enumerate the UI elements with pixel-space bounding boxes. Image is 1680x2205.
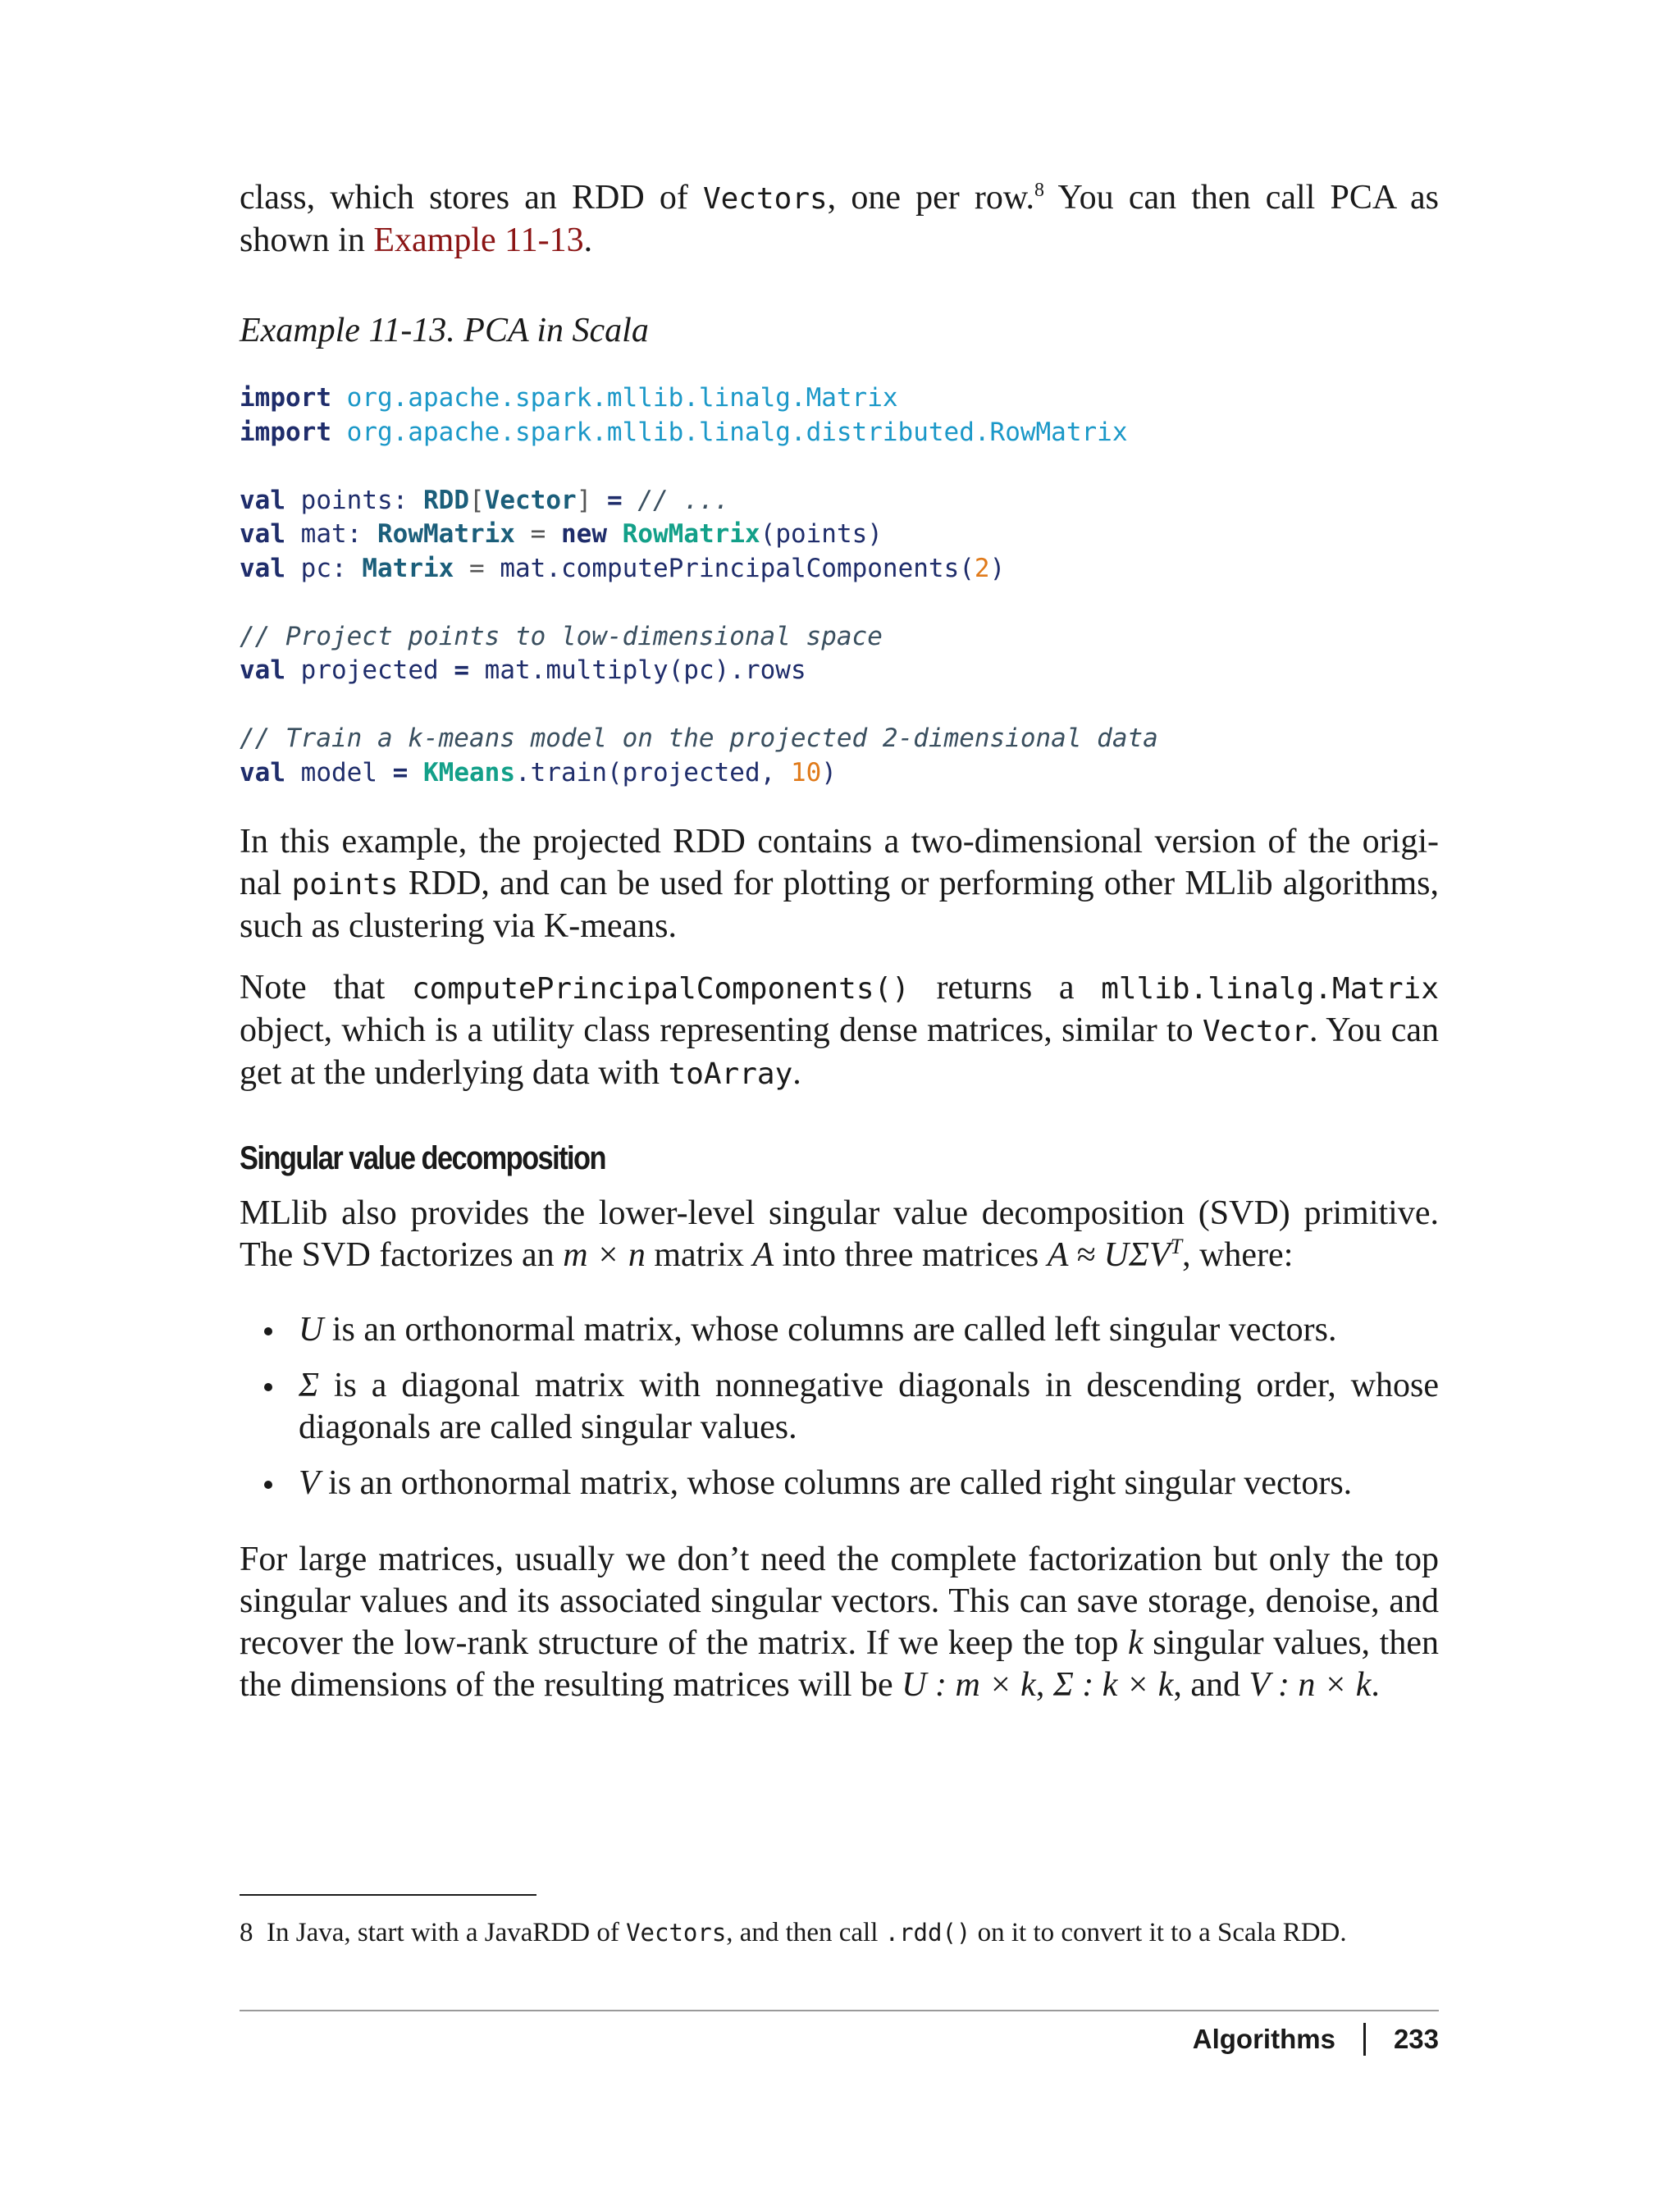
text: In this example, the projected RDD contains a two-dimensional version of the origi- nal	[240, 823, 1439, 902]
code-operator: =	[607, 485, 623, 515]
code-type: Matrix	[362, 553, 454, 583]
inline-code: computePrincipalComponents()	[411, 972, 910, 1006]
code-args: (points)	[760, 519, 883, 549]
code-identifier: mat:	[300, 519, 363, 549]
text: RDD, and can be used for plotting or performing other MLlib algorithms, such as clustering via K-means.	[240, 865, 1439, 945]
text: class, which stores an RDD of	[240, 179, 703, 217]
intro-paragraph	[240, 177, 1439, 262]
code-type: RowMatrix	[377, 519, 515, 549]
code-keyword: val	[240, 655, 285, 685]
footnote	[240, 1916, 1347, 1949]
factorization-paragraph	[240, 1539, 1439, 1706]
text: is an orthonormal matrix, whose columns are called left singular vectors.	[323, 1311, 1337, 1349]
bullet-icon	[264, 1383, 272, 1391]
text: is a diagonal matrix with nonnegative diagonals in descending order, whose diagonals are called singular values.	[299, 1367, 1439, 1446]
svd-paragraph	[240, 1193, 1439, 1276]
inline-code: Vectors	[702, 182, 828, 216]
inline-code: mllib.linalg.Matrix	[1101, 972, 1439, 1006]
text: , one per row.	[827, 179, 1034, 217]
list-item	[240, 1309, 1439, 1351]
inline-code: points	[291, 868, 399, 902]
code-class: KMeans	[423, 757, 515, 788]
text: into three matrices	[774, 1236, 1048, 1274]
code-operator: =	[454, 655, 469, 685]
math: U : m × k	[902, 1666, 1036, 1704]
code-operator: =	[392, 757, 409, 788]
code-identifier: projected	[300, 655, 439, 685]
text: ,	[1035, 1666, 1053, 1704]
code-type: Vector	[484, 485, 577, 515]
matrix-paragraph	[240, 967, 1439, 1095]
math: V : n × k	[1249, 1666, 1372, 1704]
bullet-icon	[264, 1327, 272, 1335]
footnote-rule	[240, 1894, 536, 1896]
example-link[interactable]: Example 11-13	[373, 221, 584, 259]
text: . You can get at the underlying data with	[240, 1011, 1439, 1092]
code-punct: [	[469, 485, 485, 515]
code-punct: )	[821, 757, 837, 788]
code-punct: )	[989, 553, 1006, 583]
list-item	[240, 1365, 1439, 1449]
projection-paragraph	[240, 821, 1439, 947]
text: For large matrices, usually we don’t need the complete factorization but only the top singular values and its associated singular vectors. This can save storage, denoise, and recover the low-rank structure of the matrix. If we keep the top	[240, 1541, 1439, 1662]
footer-section-title: Algorithms	[1192, 2024, 1335, 2054]
inline-code: toArray	[668, 1057, 793, 1091]
footer-divider	[240, 2010, 1439, 2011]
code-keyword: new	[561, 519, 607, 549]
math: V	[299, 1464, 320, 1502]
code-import: org.apache.spark.mllib.linalg.distributed.RowMatrix	[346, 417, 1128, 447]
math: Σ	[299, 1367, 319, 1404]
code-keyword: val	[240, 553, 285, 583]
code-comment: // ...	[637, 485, 730, 515]
math: k	[1128, 1624, 1144, 1662]
code-import: org.apache.spark.mllib.linalg.Matrix	[346, 383, 898, 413]
code-identifier: pc:	[300, 553, 347, 583]
inline-code: Vectors	[626, 1919, 727, 1947]
svd-bullet-list	[240, 1309, 1439, 1504]
inline-code: .rdd()	[884, 1919, 971, 1947]
code-punct: ]	[576, 485, 592, 515]
math-superscript: T	[1170, 1235, 1183, 1258]
code-call: mat.multiply(pc).rows	[484, 655, 806, 685]
code-keyword: val	[240, 485, 285, 515]
code-number: 10	[790, 757, 822, 788]
inline-code: Vector	[1202, 1015, 1310, 1048]
code-keyword: val	[240, 519, 285, 549]
code-type: RDD	[423, 485, 469, 515]
text: , and then call	[726, 1918, 885, 1947]
text: , and	[1173, 1666, 1249, 1704]
math: Σ : k × k	[1052, 1666, 1174, 1704]
bullet-icon	[264, 1481, 272, 1489]
text: In Java, start with a JavaRDD of	[267, 1918, 627, 1947]
page-footer	[1193, 2023, 1439, 2056]
math: U	[299, 1311, 324, 1349]
code-comment: // Project points to low-dimensional space	[240, 621, 883, 651]
example-caption: Example 11-13. PCA in Scala	[240, 312, 649, 349]
footnote-number: 8	[240, 1918, 253, 1947]
code-keyword: val	[240, 757, 285, 788]
code-call: mat.computePrincipalComponents(	[500, 553, 975, 583]
math: m × n	[563, 1236, 646, 1274]
code-identifier: model	[300, 757, 377, 788]
code-keyword: import	[240, 417, 331, 447]
code-number: 2	[974, 553, 990, 583]
math: A ≈ UΣV	[1047, 1236, 1171, 1274]
math: A	[752, 1236, 774, 1274]
footnote-ref[interactable]: 8	[1034, 180, 1044, 201]
text: Note that	[240, 969, 412, 1007]
section-heading: Singular value decomposition	[240, 1140, 605, 1176]
text: on it to convert it to a Scala RDD.	[970, 1918, 1347, 1947]
code-comment: // Train a k-means model on the projected 2-dimensional data	[240, 724, 1158, 753]
text: .	[583, 221, 593, 259]
code-keyword: import	[240, 383, 331, 413]
text: object, which is a utility class representing dense matrices, similar to	[240, 1011, 1203, 1049]
footer-separator	[1363, 2023, 1366, 2056]
text: You can then call PCA as shown in	[240, 179, 1439, 259]
code-operator: =	[469, 553, 485, 583]
text: matrix	[645, 1236, 753, 1274]
text: .	[792, 1054, 801, 1092]
code-call: .train(projected,	[515, 757, 791, 788]
code-operator: =	[530, 519, 546, 549]
text: , where:	[1182, 1236, 1294, 1274]
text: returns a	[909, 969, 1102, 1007]
code-identifier: points:	[300, 485, 409, 515]
code-class: RowMatrix	[622, 519, 760, 549]
text: singular values, then the dimensions of the resulting matrices will be	[240, 1624, 1439, 1704]
page-number: 233	[1393, 2024, 1439, 2054]
text: .	[1371, 1666, 1380, 1704]
text: is an orthonormal matrix, whose columns are called right singular vectors.	[319, 1464, 1353, 1502]
code-block	[240, 381, 1158, 790]
list-item	[240, 1463, 1439, 1504]
text: MLlib also provides the lower-level singular value decomposition (SVD) primitive. The SVD factorizes an	[240, 1194, 1439, 1274]
